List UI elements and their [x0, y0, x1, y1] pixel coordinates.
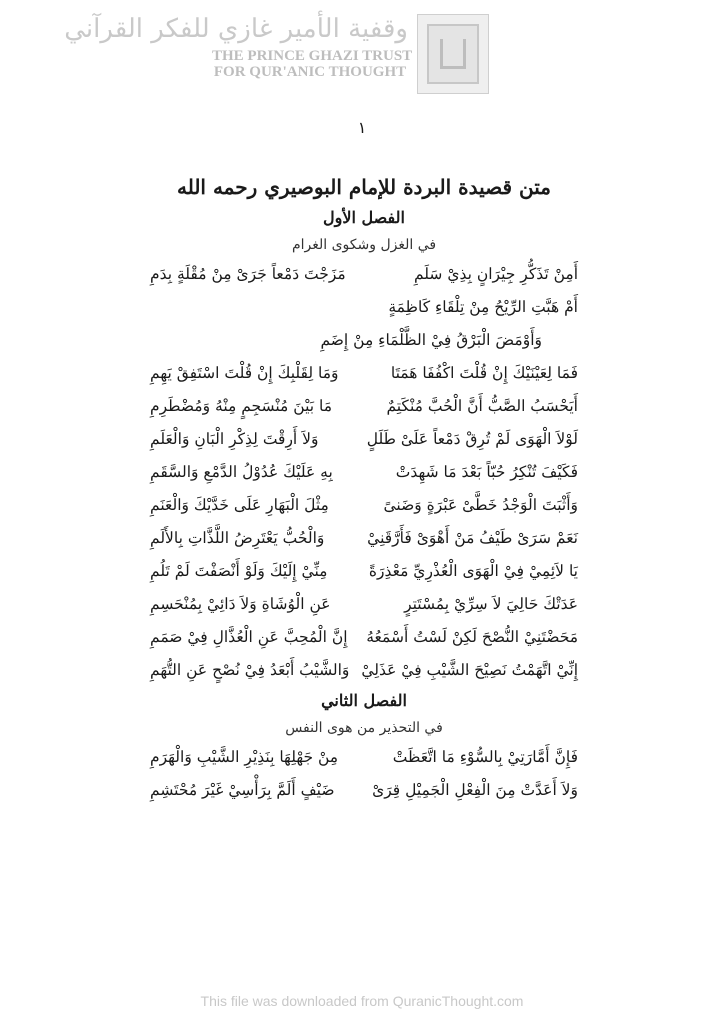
verse-second-hemistich: إِنَّ الْمُحِبَّ عَنِ الْعُذَّالِ فِيْ صَمَمِ	[150, 628, 348, 646]
chapter-1-title: الفصل الأول	[323, 208, 405, 227]
verse	[150, 258, 578, 291]
verse	[150, 324, 578, 357]
verse-second-hemistich: بِهِ عَلَيْكَ عُدُوْلُ الدَّمْعِ وَالسَّقَمِ	[150, 463, 333, 481]
verse-second-hemistich: وَالشَّيْبُ أَبْعَدُ فِيْ نُصْحٍ عَنِ التُّهَمِ	[150, 661, 350, 679]
verse	[150, 555, 578, 588]
verse	[150, 489, 578, 522]
verse	[150, 291, 578, 324]
verse-first-hemistich: وَأَثْبَتَ الْوَجْدُ خَطَّىْ عَبْرَةٍ وَضَنىً	[383, 496, 578, 514]
verse-first-hemistich: أَمْ هَبَّتِ الرِّيْحُ مِنْ تِلْقَاءِ كَاظِمَةٍ	[388, 298, 578, 316]
verse	[150, 588, 578, 621]
verse	[150, 423, 578, 456]
verse	[150, 741, 578, 774]
logo-english-line-1: THE PRINCE GHAZI TRUST	[212, 48, 413, 64]
document-title: متن قصيدة البردة للإمام البوصيري رحمه الله	[176, 175, 551, 199]
verse	[150, 654, 578, 687]
trust-emblem-icon	[417, 14, 489, 94]
verse-second-hemistich: وَلاَ أَرِقْتَ لِذِكْرِ الْبَانِ وَالْعَلَمِ	[150, 430, 319, 448]
verse	[150, 357, 578, 390]
verse-first-hemistich: لَوْلاَ الْهَوَى لَمْ تُرِقْ دَمْعاً عَلَىْ طَلَلٍ	[366, 430, 578, 448]
verse-second-hemistich: مَا بَيْنَ مُنْسَجِمٍ مِنْهُ وَمُضْطَرِمِ	[150, 397, 333, 415]
verse-second-hemistich: مِنْ جَهْلِهَا بِنَذِيْرِ الشَّيْبِ وَالْهَرَمِ	[150, 748, 339, 766]
verse-first-hemistich: أَيَحْسَبُ الصَّبُّ أَنَّ الْحُبَّ مُنْكَتِمٌ	[386, 397, 578, 415]
chapter-2-subtitle: في التحذير من هوى النفس	[285, 720, 443, 736]
verse	[150, 621, 578, 654]
verse	[150, 456, 578, 489]
chapter-2-title: الفصل الثاني	[321, 691, 407, 710]
verse-first-hemistich: أَمِنْ تَذَكُّرِ جِيْرَانٍ بِذِيْ سَلَمِ	[413, 265, 578, 283]
download-footer: This file was downloaded from QuranicThought.com	[200, 993, 524, 1009]
verse-second-hemistich: مِنِّيْ إِلَيْكَ وَلَوْ أَنْصَفْتَ لَمْ تَلُمِ	[150, 562, 328, 580]
verse-second-hemistich: وَمَا لِقَلْبِكَ إِنْ قُلْتَ اسْتَفِقْ يَهِمِ	[150, 364, 339, 382]
logo-english-line-2: FOR QUR'ANIC THOUGHT	[213, 64, 407, 80]
verse-first-hemistich: وَلاَ أَعَدَّتْ مِنَ الْفِعْلِ الْجَمِيْلِ قِرَىْ	[372, 781, 578, 799]
verse-second-hemistich: عَنِ الْوُشَاةِ وَلاَ دَائِيْ بِمُنْحَسِمِ	[150, 595, 331, 613]
verse-second-hemistich: ضَيْفٍ أَلَمَّ بِرَأْسِيْ غَيْرَ مُحْتَشِمِ	[150, 781, 335, 799]
verse-first-hemistich: فَكَيْفَ تُنْكِرُ حُبّاً بَعْدَ مَا شَهِدَتْ	[395, 463, 578, 481]
verse	[150, 390, 578, 423]
verse-first-hemistich: يَا لاَئِمِيْ فِيْ الْهَوَى الْعُذْرِيِّ مَعْذِرَةً	[368, 562, 578, 580]
verse-second-hemistich: مَزَجْتَ دَمْعاً جَرَىْ مِنْ مُقْلَةٍ بِدَمِ	[150, 265, 346, 283]
verse-first-hemistich: إِنِّيْ اتَّهَمْتُ نَصِيْحَ الشَّيْبِ فِيْ عَذَلِيْ	[361, 661, 578, 679]
logo-arabic-text: وقفية الأمير غازي للفكر القرآني	[64, 14, 408, 44]
page-number: ١	[357, 118, 367, 137]
verse-first-hemistich: وَأَوْمَضَ الْبَرْقُ فِيْ الظَّلْمَاءِ مِنْ إِضَمِ	[320, 331, 542, 349]
verse-first-hemistich: فَإِنَّ أَمَّارَتِيْ بِالسُّوْءِ مَا اتَّعَظَتْ	[392, 748, 578, 766]
verse	[150, 522, 578, 555]
verse-second-hemistich: وَالْحُبُّ يَعْتَرِضُ اللَّذَّاتِ بِالأَلَمِ	[150, 529, 325, 547]
verse	[150, 774, 578, 807]
chapter-1-subtitle: في الغزل وشكوى الغرام	[291, 237, 437, 253]
verse-first-hemistich: عَدَتْكَ حَالِيَ لاَ سِرِّيْ بِمُسْتَتِرٍ	[404, 595, 578, 613]
verse-first-hemistich: مَحَضْتَنِيْ النُّصْحَ لَكِنْ لَسْتُ أَسْمَعُهُ	[366, 628, 578, 646]
verse-first-hemistich: فَمَا لِعَيْنَيْكَ إِنْ قُلْتَ اكْفُفَا هَمَتَا	[390, 364, 578, 382]
poem-body	[150, 170, 578, 807]
verse-second-hemistich: مِثْلَ الْبَهَارِ عَلَى خَدَّيْكَ وَالْعَنَمِ	[150, 496, 329, 514]
trust-logo-text	[64, 10, 413, 80]
verse-first-hemistich: نَعَمْ سَرَىْ طَيْفُ مَنْ أَهْوَىْ فَأَرَّقَنِيْ	[367, 529, 578, 547]
header	[0, 8, 724, 100]
